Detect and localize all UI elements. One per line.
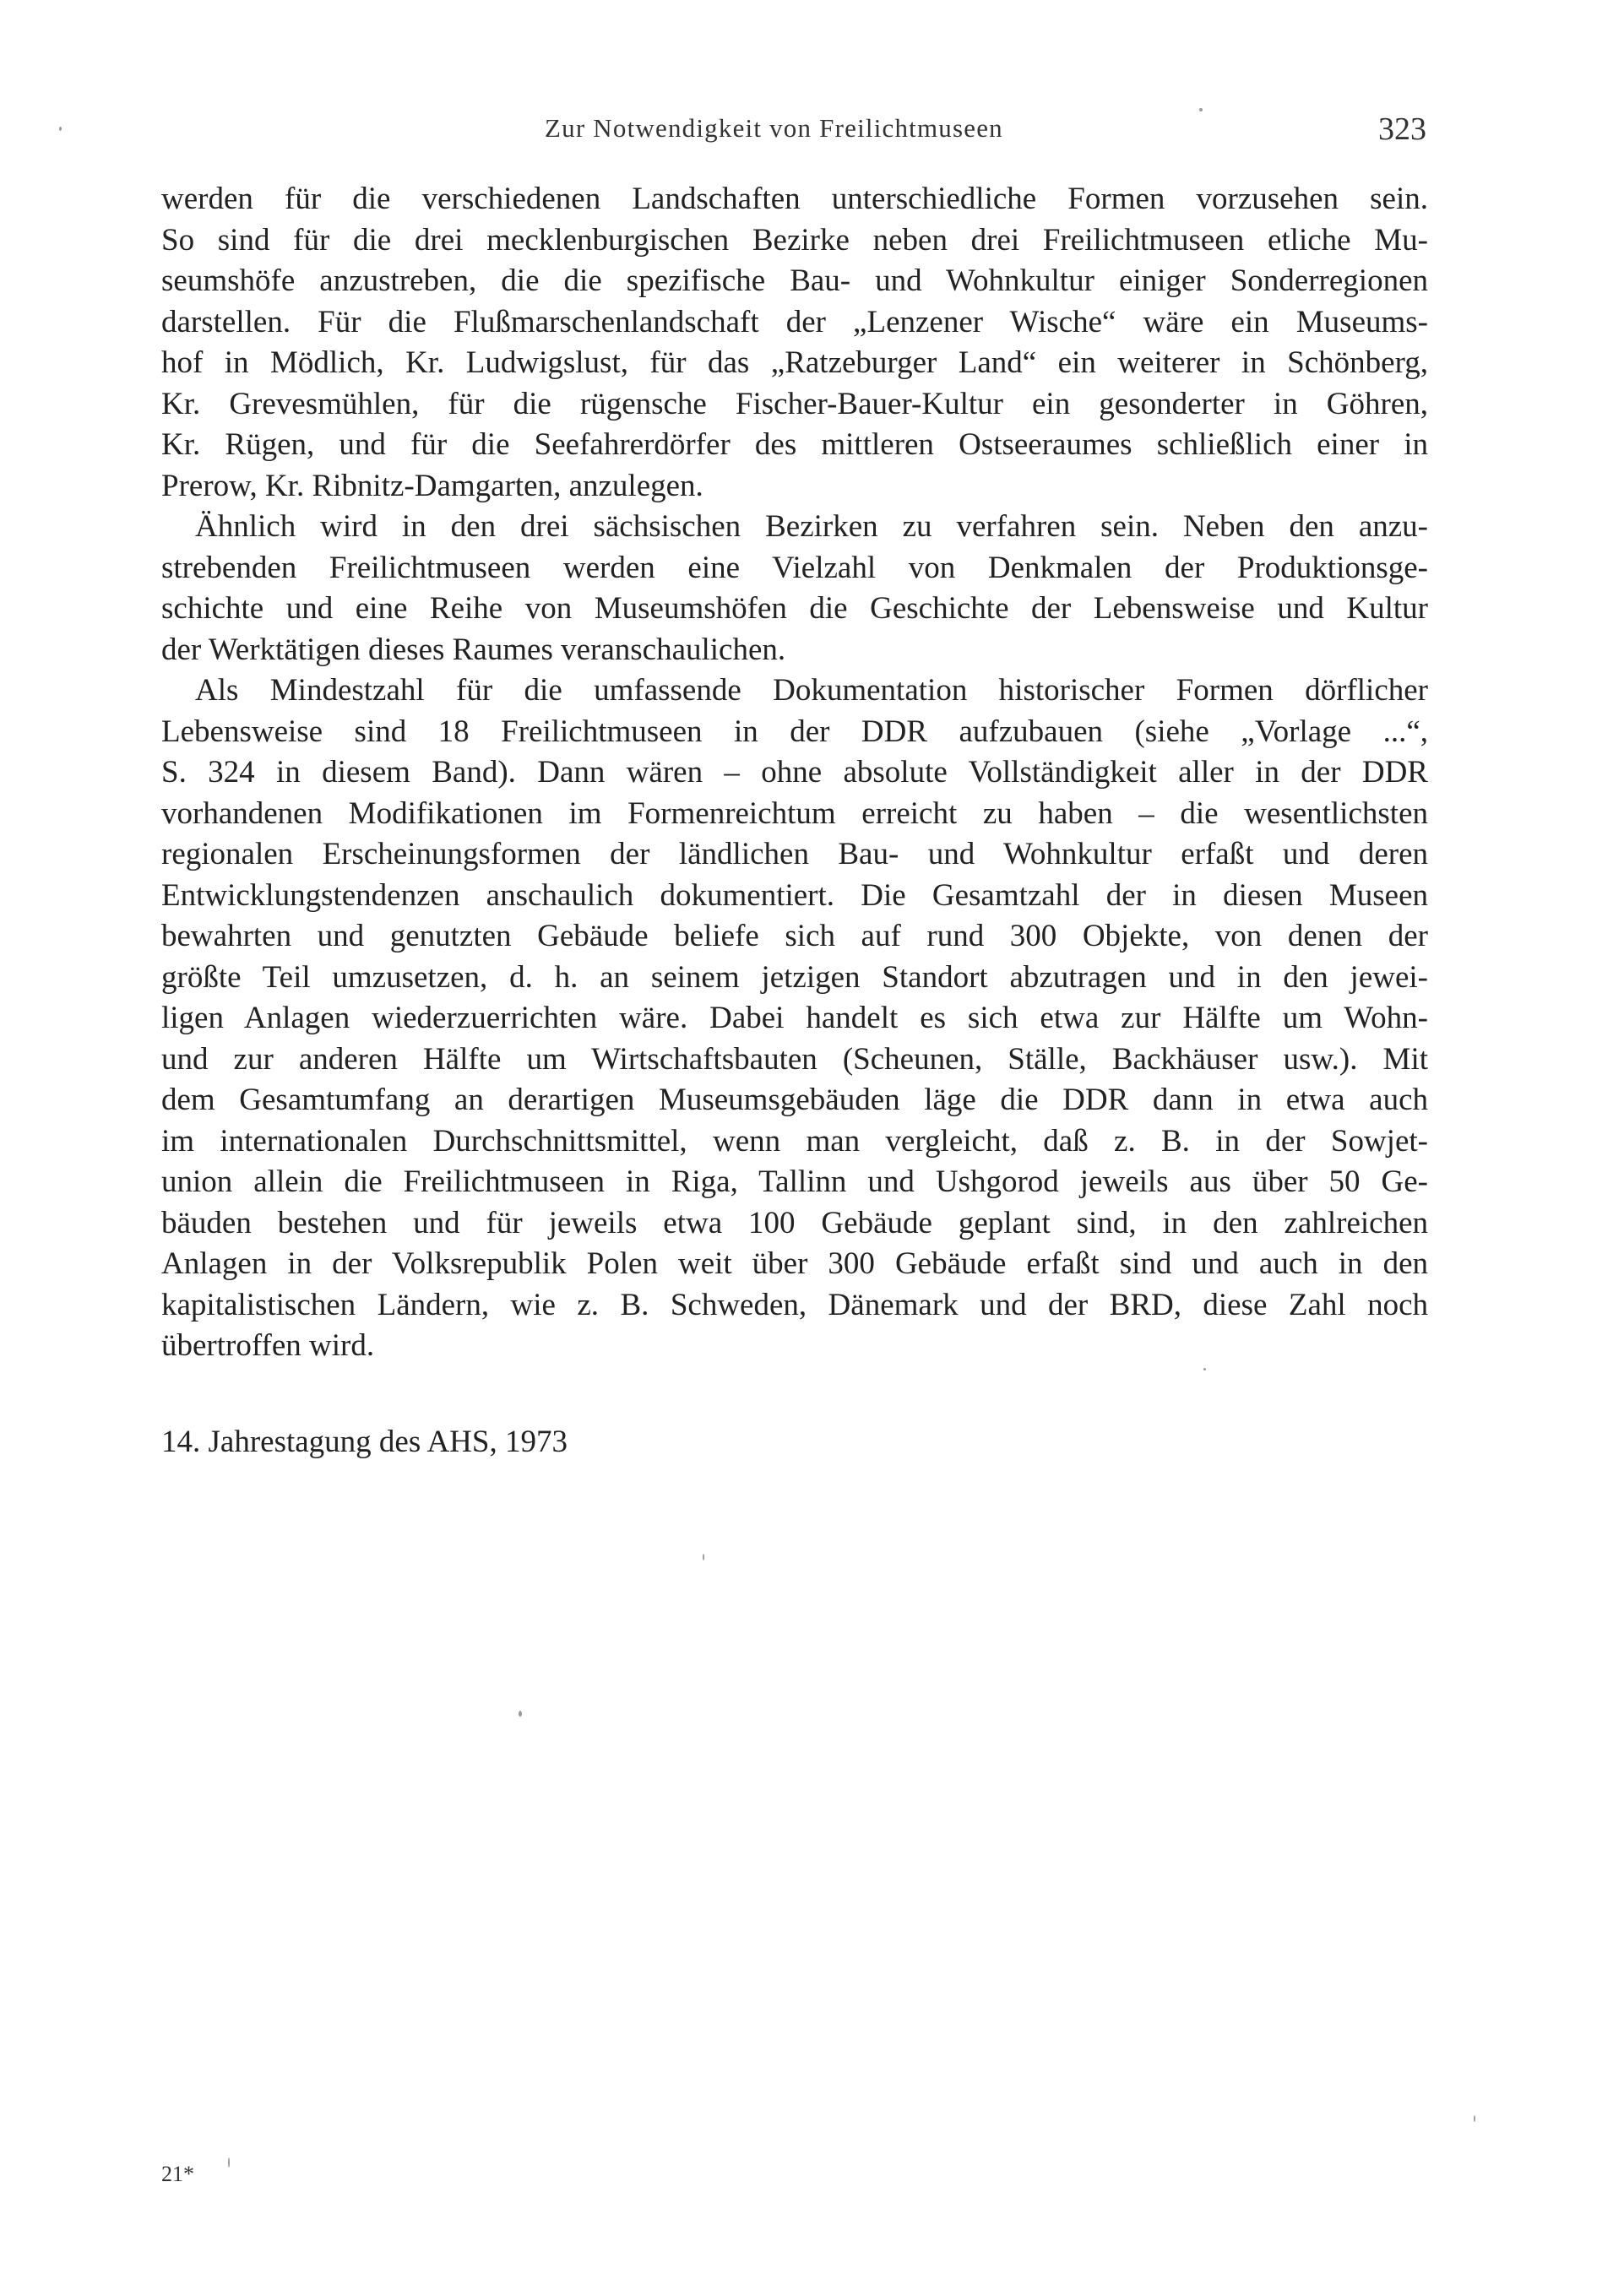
- text-line: schichte und eine Reihe von Museumshöfen die Geschichte der Lebensweise und Kultur: [161, 591, 1428, 626]
- text-line: seumshöfe anzustreben, die die spezifische Bau- und Wohnkultur einiger Sonderregionen: [161, 263, 1428, 298]
- signature-mark: 21*: [161, 2162, 194, 2186]
- text-line: So sind für die drei mecklenburgischen Bezirke neben drei Freilichtmuseen etliche Mu-: [161, 222, 1428, 258]
- text-line: ligen Anlagen wiederzuerrichten wäre. Dabei handelt es sich etwa zur Hälfte um Wohn-: [161, 1001, 1428, 1035]
- source-note: 14. Jahrestagung des AHS, 1973: [161, 1425, 568, 1459]
- text-line: Als Mindestzahl für die umfassende Dokumentation historischer Formen dörflicher: [195, 673, 1428, 708]
- text-line: Entwicklungstendenzen anschaulich dokumentiert. Die Gesamtzahl der in diesen Museen: [161, 877, 1428, 913]
- text-line: werden für die verschiedenen Landschaften unterschiedliche Formen vorzusehen sein.: [161, 182, 1428, 216]
- text-line: Anlagen in der Volksrepublik Polen weit über 300 Gebäude erfaßt sind und auch in den: [161, 1246, 1428, 1281]
- scan-speck: [1203, 1368, 1206, 1370]
- text-line: vorhandenen Modifikationen im Formenreichtum erreicht zu haben – die wesentlichsten: [161, 795, 1428, 831]
- text-line: bäuden bestehen und für jeweils etwa 100 Gebäude geplant sind, in den zahlreichen: [161, 1205, 1428, 1240]
- text-line: übertroffen wird.: [161, 1328, 375, 1363]
- text-line: und zur anderen Hälfte um Wirtschaftsbauten (Scheunen, Ställe, Backhäuser usw.). Mit: [161, 1041, 1428, 1077]
- text-line: Kr. Rügen, und für die Seefahrerdörfer des mittleren Ostseeraumes schließlich einer in: [161, 427, 1428, 462]
- text-line: dem Gesamtumfang an derartigen Museumsgebäuden läge die DDR dann in etwa auch: [161, 1083, 1428, 1117]
- scan-speck: [1199, 108, 1203, 111]
- text-line: größte Teil umzusetzen, d. h. an seinem jetzigen Standort abzutragen und in den jewei-: [161, 959, 1428, 995]
- text-line: regionalen Erscheinungsformen der ländlichen Bau- und Wohnkultur erfaßt und deren: [161, 837, 1428, 871]
- text-line: kapitalistischen Ländern, wie z. B. Schweden, Dänemark und der BRD, diese Zahl noch: [161, 1287, 1428, 1322]
- scan-speck: [59, 127, 62, 131]
- text-line: strebenden Freilichtmuseen werden eine Vielzahl von Denkmalen der Produktionsge-: [161, 550, 1428, 585]
- scan-speck: [703, 1554, 704, 1560]
- text-line: im internationalen Durchschnittsmittel, wenn man vergleicht, daß z. B. in der Sowjet-: [161, 1123, 1428, 1159]
- running-head: Zur Notwendigkeit von Freilichtmuseen: [545, 113, 1003, 143]
- text-line: darstellen. Für die Flußmarschenlandschaft der „Lenzener Wische“ wäre ein Museums-: [161, 304, 1428, 339]
- body-text: [161, 179, 1428, 1367]
- scan-speck: [228, 2157, 230, 2168]
- text-line: hof in Mödlich, Kr. Ludwigslust, für das „Ratzeburger Land“ ein weiterer in Schönberg,: [161, 345, 1428, 380]
- text-line: union allein die Freilichtmuseen in Riga, Tallinn und Ushgorod jeweils aus über 50 Ge-: [161, 1164, 1428, 1199]
- scan-speck: [519, 1711, 522, 1717]
- text-line: Kr. Grevesmühlen, für die rügensche Fischer-Bauer-Kultur ein gesonderter in Göhren,: [161, 386, 1428, 421]
- text-line: Prerow, Kr. Ribnitz-Damgarten, anzulegen.: [161, 468, 703, 503]
- text-line: der Werktätigen dieses Raumes veranschaulichen.: [161, 632, 786, 667]
- text-line: Ähnlich wird in den drei sächsischen Bezirken zu verfahren sein. Neben den anzu-: [195, 509, 1428, 544]
- text-line: Lebensweise sind 18 Freilichtmuseen in der DDR aufzubauen (siehe „Vorlage ...“,: [161, 714, 1428, 749]
- text-line: bewahrten und genutzten Gebäude beliefe sich auf rund 300 Objekte, von denen der: [161, 919, 1428, 953]
- page-number: 323: [1378, 111, 1426, 147]
- scan-speck: [1474, 2115, 1475, 2122]
- text-line: S. 324 in diesem Band). Dann wären – ohne absolute Vollständigkeit aller in der DDR: [161, 755, 1428, 790]
